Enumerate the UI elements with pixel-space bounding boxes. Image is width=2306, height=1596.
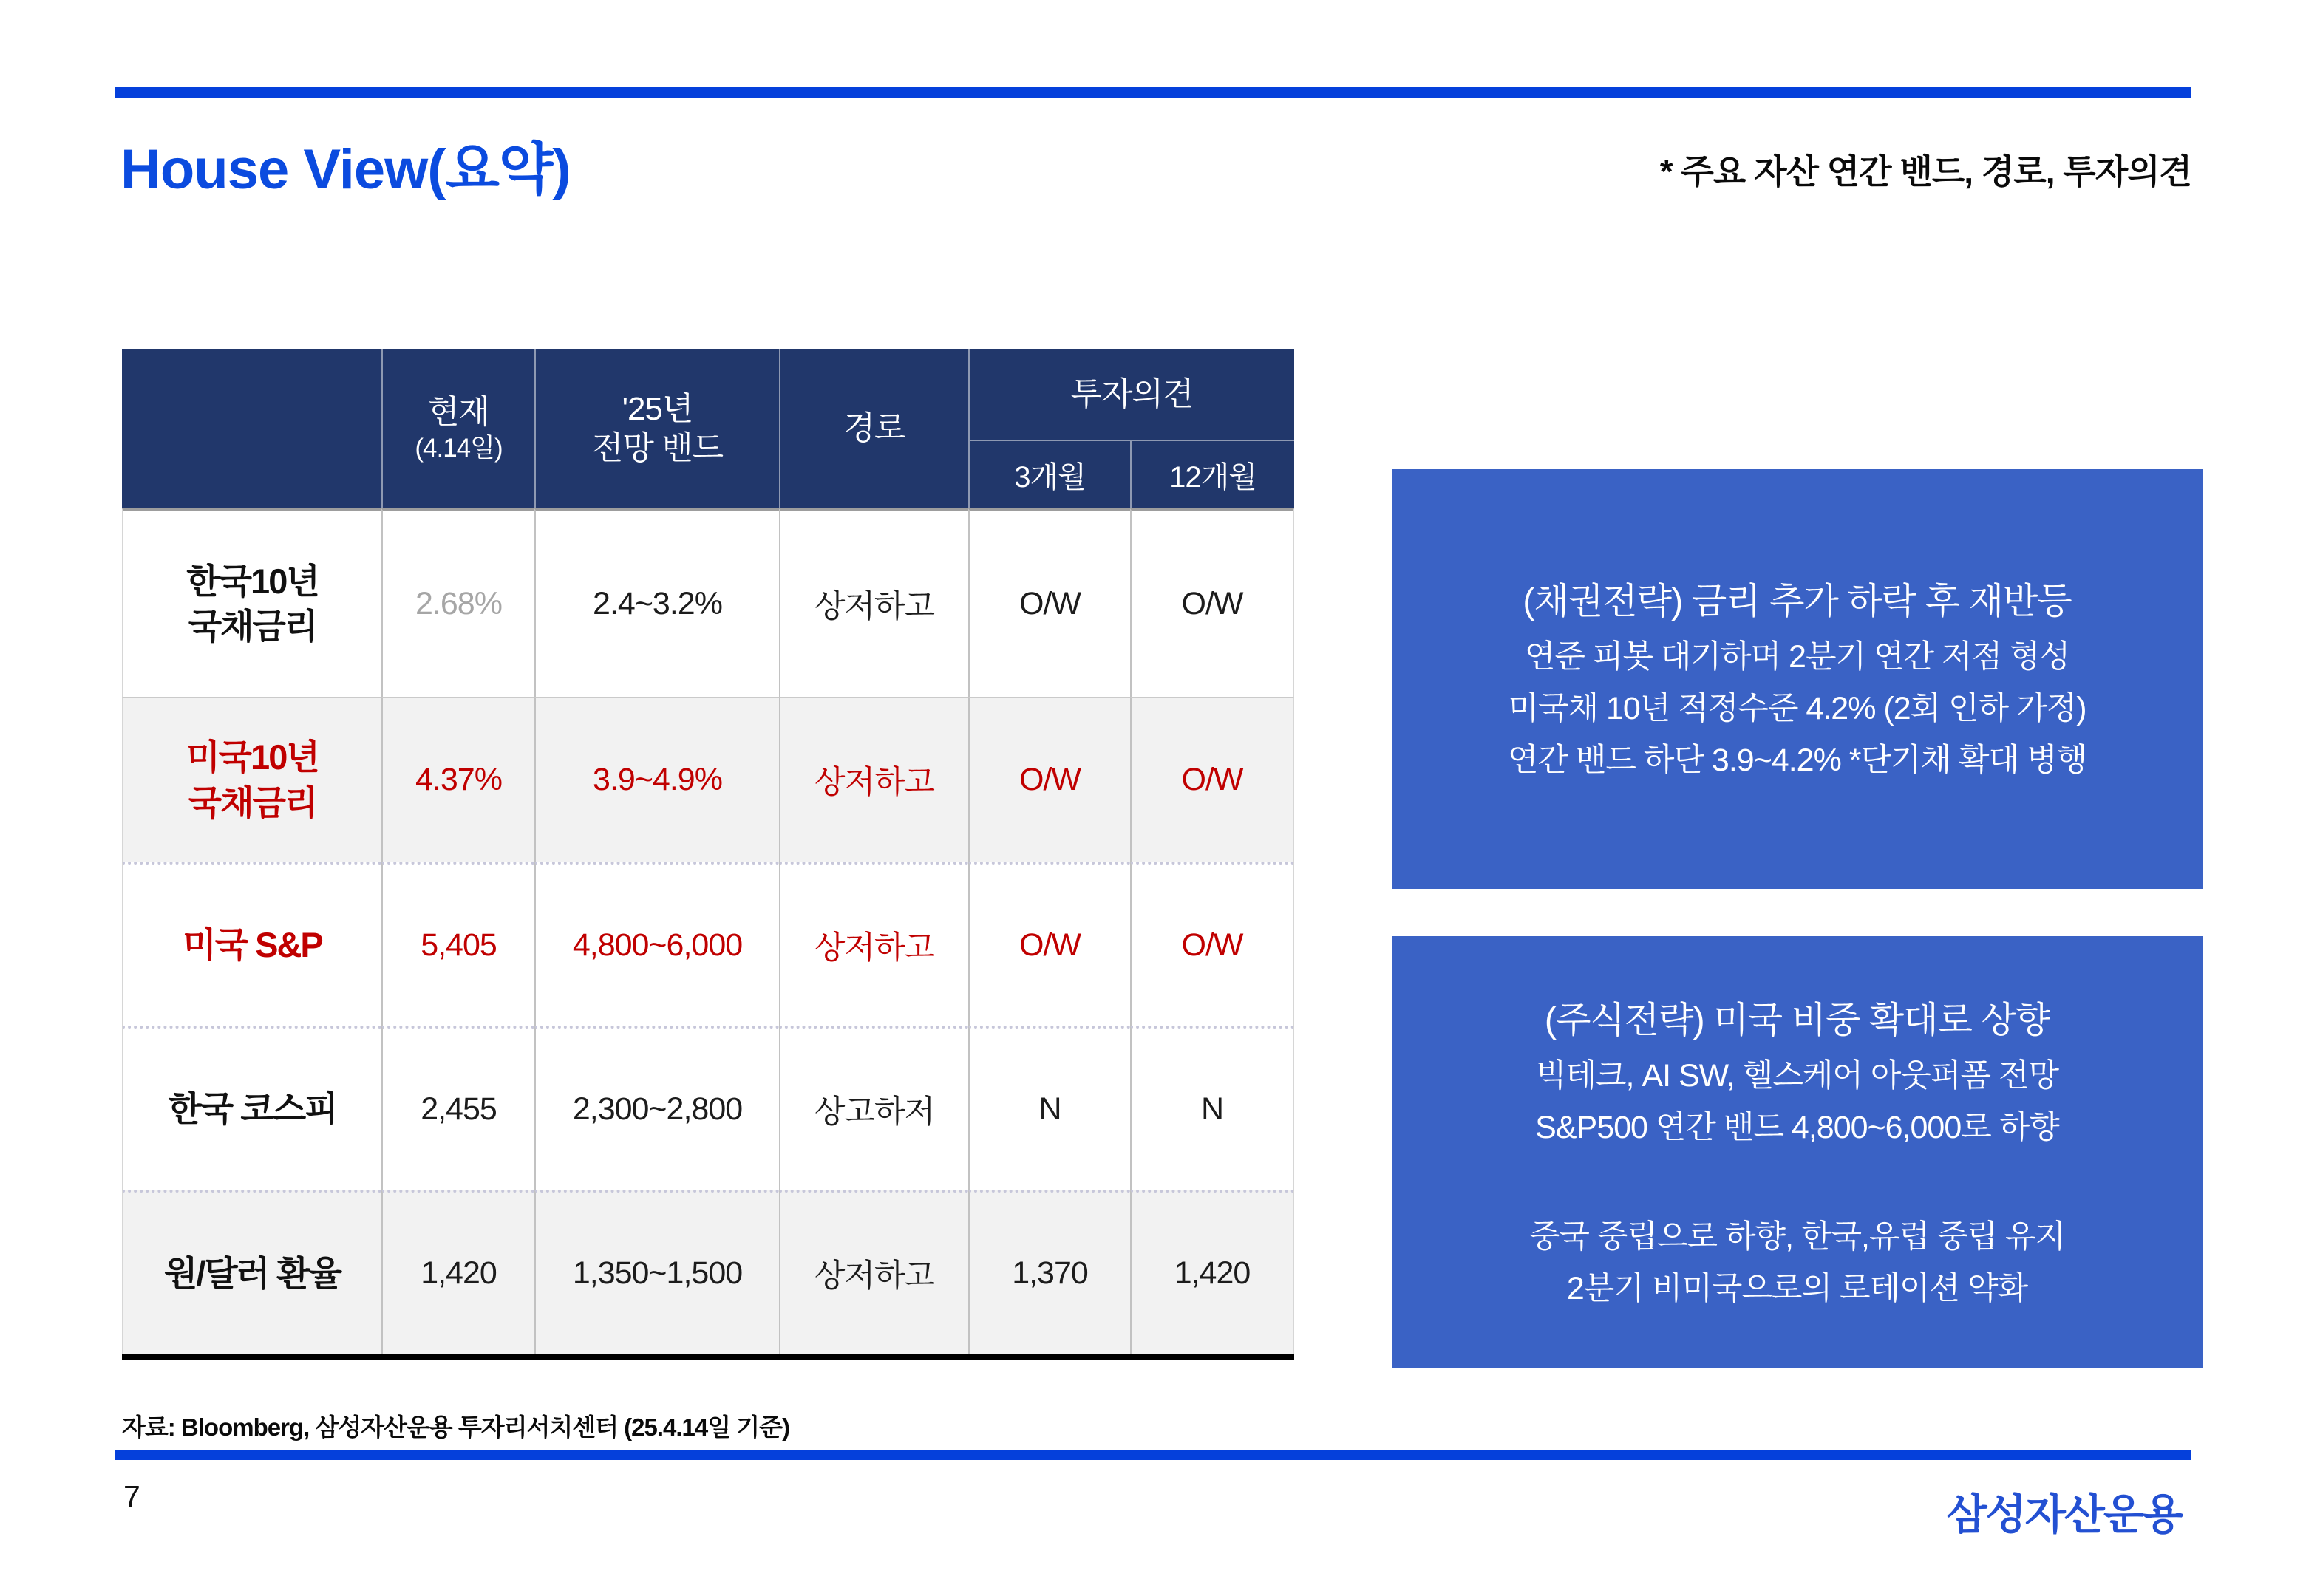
header-12m-label: 12개월 bbox=[1169, 461, 1256, 494]
row-kr10y-path bbox=[779, 508, 968, 697]
equity-box-line: 중국 중립으로 하향, 한국,유럽 중립 유지 bbox=[1528, 1218, 2066, 1255]
cell-value: O/W bbox=[1019, 927, 1081, 963]
table-header-corner bbox=[122, 349, 381, 508]
cell-value: 2.68% bbox=[415, 585, 502, 621]
cell-value: N bbox=[1200, 1091, 1224, 1127]
bond-box-title: (채권전략) 금리 추가 하락 후 재반등 bbox=[1523, 582, 2072, 621]
row-us10y-band bbox=[534, 697, 779, 862]
table-header-opinion bbox=[968, 349, 1294, 441]
equity-box-line: 빅테크, AI SW, 헬스케어 아웃퍼폼 전망 bbox=[1535, 1057, 2059, 1094]
cell-value: 1,350~1,500 bbox=[572, 1255, 743, 1291]
row-kr10y-12m bbox=[1130, 508, 1294, 697]
cell-value: 5,405 bbox=[421, 927, 497, 963]
cell-value: 1,420 bbox=[421, 1255, 497, 1291]
header-note: * 주요 자산 연간 밴드, 경로, 투자의견 bbox=[1659, 152, 2191, 191]
bottom-divider-line bbox=[115, 1450, 2191, 1460]
bond-box-line: 미국채 10년 적정수준 4.2% (2회 인하 가정) bbox=[1508, 691, 2086, 726]
row-kospi-band bbox=[534, 1026, 779, 1190]
row-kr10y-current bbox=[381, 508, 534, 697]
cell-value: 3.9~4.9% bbox=[593, 762, 722, 797]
row-usdkrw-label bbox=[122, 1190, 381, 1354]
bond-box-line: 연준 피봇 대기하며 2분기 연간 저점 형성 bbox=[1524, 639, 2070, 675]
house-view-table bbox=[122, 349, 1294, 1360]
header-path-label: 경로 bbox=[843, 410, 905, 447]
cell-value: 상저하고 bbox=[814, 588, 935, 624]
header-band-line1: '25년 bbox=[622, 390, 693, 427]
row-kospi-label-line1: 한국 코스피 bbox=[168, 1089, 337, 1129]
bond-strategy-box bbox=[1392, 469, 2203, 889]
cell-value: 상저하고 bbox=[814, 930, 935, 966]
equity-box-line: 2분기 비미국으로의 로테이션 약화 bbox=[1566, 1270, 2028, 1306]
cell-value: 2,455 bbox=[421, 1091, 497, 1127]
cell-value: 상저하고 bbox=[814, 1258, 935, 1294]
cell-value: 4.37% bbox=[415, 762, 502, 797]
page-number: 7 bbox=[123, 1479, 140, 1513]
cell-value: 4,800~6,000 bbox=[572, 927, 743, 963]
cell-value: O/W bbox=[1019, 585, 1081, 621]
table-header-path bbox=[779, 349, 968, 508]
cell-value: 2.4~3.2% bbox=[593, 585, 722, 621]
row-sp500-3m bbox=[968, 862, 1130, 1026]
row-us10y-current bbox=[381, 697, 534, 862]
cell-value: 상고하저 bbox=[814, 1094, 935, 1130]
row-kospi-3m bbox=[968, 1026, 1130, 1190]
row-kr10y-label-line1: 한국10년 bbox=[186, 561, 319, 601]
row-kr10y-3m bbox=[968, 508, 1130, 697]
row-sp500-current bbox=[381, 862, 534, 1026]
source-note: 자료: Bloomberg, 삼성자산운용 투자리서치센터 (25.4.14일 기준) bbox=[122, 1413, 790, 1441]
row-kospi-path bbox=[779, 1026, 968, 1190]
table-header-12m bbox=[1130, 441, 1294, 508]
cell-value: O/W bbox=[1181, 927, 1243, 963]
equity-box-line: S&P500 연간 밴드 4,800~6,000로 하향 bbox=[1535, 1109, 2059, 1145]
page-title: House View(요약) bbox=[120, 138, 571, 201]
row-usdkrw-path bbox=[779, 1190, 968, 1354]
table-header-current bbox=[381, 349, 534, 508]
header-opinion-label: 투자의견 bbox=[1070, 375, 1194, 412]
equity-strategy-box bbox=[1392, 936, 2203, 1368]
header-3m-label: 3개월 bbox=[1014, 461, 1086, 494]
cell-value: O/W bbox=[1181, 762, 1243, 797]
cell-value: O/W bbox=[1181, 585, 1243, 621]
header-current-line2: (4.14일) bbox=[415, 434, 503, 463]
header-current-line1: 현재 bbox=[427, 394, 489, 431]
cell-value: O/W bbox=[1019, 762, 1081, 797]
top-divider-line bbox=[115, 87, 2191, 98]
row-sp500-path bbox=[779, 862, 968, 1026]
cell-value: N bbox=[1038, 1091, 1061, 1127]
row-sp500-label bbox=[122, 862, 381, 1026]
bond-box-line: 연간 밴드 하단 3.9~4.2% *단기채 확대 병행 bbox=[1507, 743, 2087, 778]
cell-value: 상저하고 bbox=[814, 765, 935, 800]
row-us10y-label-line2: 국채금리 bbox=[188, 782, 317, 822]
row-usdkrw-12m bbox=[1130, 1190, 1294, 1354]
row-kospi-label bbox=[122, 1026, 381, 1190]
row-sp500-label-line1: 미국 S&P bbox=[183, 925, 322, 965]
row-kr10y-band bbox=[534, 508, 779, 697]
table-header-3m bbox=[968, 441, 1130, 508]
row-us10y-12m bbox=[1130, 697, 1294, 862]
row-usdkrw-current bbox=[381, 1190, 534, 1354]
row-kr10y-label bbox=[122, 508, 381, 697]
row-sp500-band bbox=[534, 862, 779, 1026]
row-usdkrw-band bbox=[534, 1190, 779, 1354]
table-header-band bbox=[534, 349, 779, 508]
row-us10y-label bbox=[122, 697, 381, 862]
row-us10y-path bbox=[779, 697, 968, 862]
cell-value: 1,420 bbox=[1174, 1255, 1251, 1291]
cell-value: 2,300~2,800 bbox=[572, 1091, 743, 1127]
row-usdkrw-label-line1: 원/달러 환율 bbox=[163, 1253, 341, 1293]
samsung-asset-management-logo: 삼성자산운용 bbox=[1946, 1491, 2182, 1538]
header-band-line2: 전망 밴드 bbox=[591, 429, 724, 466]
row-usdkrw-3m bbox=[968, 1190, 1130, 1354]
row-sp500-12m bbox=[1130, 862, 1294, 1026]
row-us10y-3m bbox=[968, 697, 1130, 862]
row-kospi-current bbox=[381, 1026, 534, 1190]
cell-value: 1,370 bbox=[1012, 1255, 1088, 1291]
equity-box-title: (주식전략) 미국 비중 확대로 상향 bbox=[1544, 1000, 2050, 1040]
row-us10y-label-line1: 미국10년 bbox=[186, 737, 319, 777]
row-kr10y-label-line2: 국채금리 bbox=[188, 607, 317, 646]
row-kospi-12m bbox=[1130, 1026, 1294, 1190]
